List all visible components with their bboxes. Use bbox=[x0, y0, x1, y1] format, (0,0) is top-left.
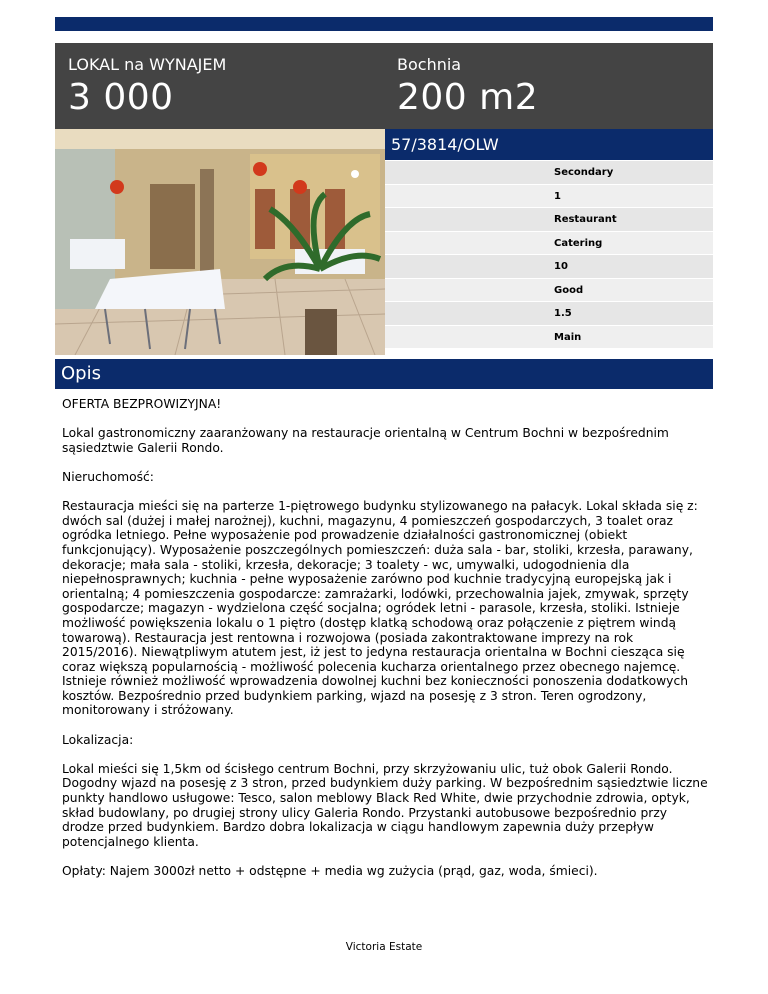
top-banner bbox=[55, 17, 713, 31]
attribute-value: 1.5 bbox=[554, 308, 572, 319]
attribute-value: Secondary bbox=[554, 167, 614, 178]
attribute-row bbox=[385, 278, 713, 302]
attribute-value: Good bbox=[554, 284, 584, 296]
property-photo bbox=[55, 129, 385, 355]
listing-price: 3 000 bbox=[68, 77, 174, 118]
description-paragraph: Lokalizacja: bbox=[62, 732, 134, 747]
listing-type: LOKAL na WYNAJEM bbox=[68, 55, 227, 74]
reference-bar bbox=[385, 129, 713, 160]
description-header bbox=[55, 359, 713, 389]
attribute-value: 1 bbox=[554, 190, 561, 202]
attribute-value: 10 bbox=[554, 261, 568, 272]
footer-company: Victoria Estate bbox=[345, 941, 423, 953]
attribute-row bbox=[385, 207, 713, 231]
attribute-list bbox=[385, 160, 713, 348]
listing-city: Bochnia bbox=[397, 55, 462, 74]
description-title: Opis bbox=[61, 363, 101, 384]
listing-reference: 57/3814/OLW bbox=[391, 135, 499, 154]
attribute-row bbox=[385, 325, 713, 349]
description-paragraph: Lokal mieści się 1,5km od ścisłego centrum Bochni, przy skrzyżowaniu ulic, tuż obok Galerii Rondo. Dogodny wjazd na posesję z 3 stron, przed budynkiem duży parking. W bezpośrednim sąsiedztwie liczne punkty handlowo usługowe: Tesco, salon meblowy Black Red White, dwie przychodnie zdrowia, optyk, skład budowlany, po drugiej strony ulicy Galeria Rondo. Przystanki autobusowe bezpośrednio przy drodze przed budynkiem. Bardzo dobra lokalizacja w ciągu handlowym zapewnia duży przepływ potencjalnego klienta. bbox=[62, 761, 708, 849]
description-paragraph: Opłaty: Najem 3000zł netto + odstępne + media wg zużycia (prąd, gaz, woda, śmieci). bbox=[62, 864, 598, 878]
description-paragraph: Restauracja mieści się na parterze 1-piętrowego budynku stylizowanego na pałacyk. Lokal składa się z: dwóch sal (dużej i małej narożnej), kuchni, magazynu, 4 pomieszczeń gospodarczych, 3 toalet oraz ogródka letniego. Pełne wyposażenie pod prowadzenie działalności gastronomicznej (obiekt funkcjonujący). Wyposażenie poszczególnych pomieszczeń: duża sala - bar, stoliki, krzesła, parawany, dekoracje; mała sala - stoliki, krzesła, dekoracje; 3 toalety - wc, umywalki, udogodnienia dla niepełnosprawnych; kuchnia - pełne wyposażenie zarówno pod kuchnie tradycyjną europejską jak i orientalną; 4 pomieszczenia gospodarcze: zamrażarki, lodówki, przechowalnia jajek, zmywak, sprzęty gospodarcze; magazyn - wydzielona część socjalna; ogródek letni - parasole, krzesła, stoliki. Istnieje możliwość powiększenia lokalu o 1 piętro (dostęp klatką schodową oraz połączenie z piętrem windą towarową). Restauracja jest rentowna i rozwojowa (posiada zakontraktowane imprezy na rok 2015/2016). Niewątpliwym atutem jest, iż jest to jedyna restauracja orientalna w Bochni ciesząca się coraz większą popularnością - możliwość polecenia kucharza orientalnego przez obecnego najemcę. Istnieje również możliwość wprowadzenia dowolnej kuchni bez konieczności ponoszenia dodatkowych kosztów. Bezpośrednio przed budynkiem parking, wjazd na posesję z 3 stron. Teren ogrodzony, monitorowany i stróżowany. bbox=[62, 499, 698, 718]
attribute-value: Main bbox=[554, 331, 582, 343]
description-paragraph: Lokal gastronomiczny zaaranżowany na restauracje orientalną w Centrum Bochni w bezpośrednim sąsiedztwie Galerii Rondo. bbox=[62, 426, 669, 455]
description-paragraph: Nieruchomość: bbox=[62, 469, 154, 484]
listing-header bbox=[55, 43, 713, 129]
attribute-row bbox=[385, 254, 713, 278]
listing-area: 200 m2 bbox=[397, 77, 539, 118]
restaurant-interior-illustration bbox=[55, 129, 385, 355]
attribute-row bbox=[385, 301, 713, 325]
attribute-row bbox=[385, 184, 713, 208]
description-paragraph: OFERTA BEZPROWIZYJNA! bbox=[62, 397, 222, 411]
attribute-row bbox=[385, 231, 713, 255]
description-body bbox=[62, 397, 712, 893]
attribute-row bbox=[385, 160, 713, 184]
attribute-value: Restaurant bbox=[554, 214, 617, 225]
attribute-value: Catering bbox=[554, 237, 603, 249]
